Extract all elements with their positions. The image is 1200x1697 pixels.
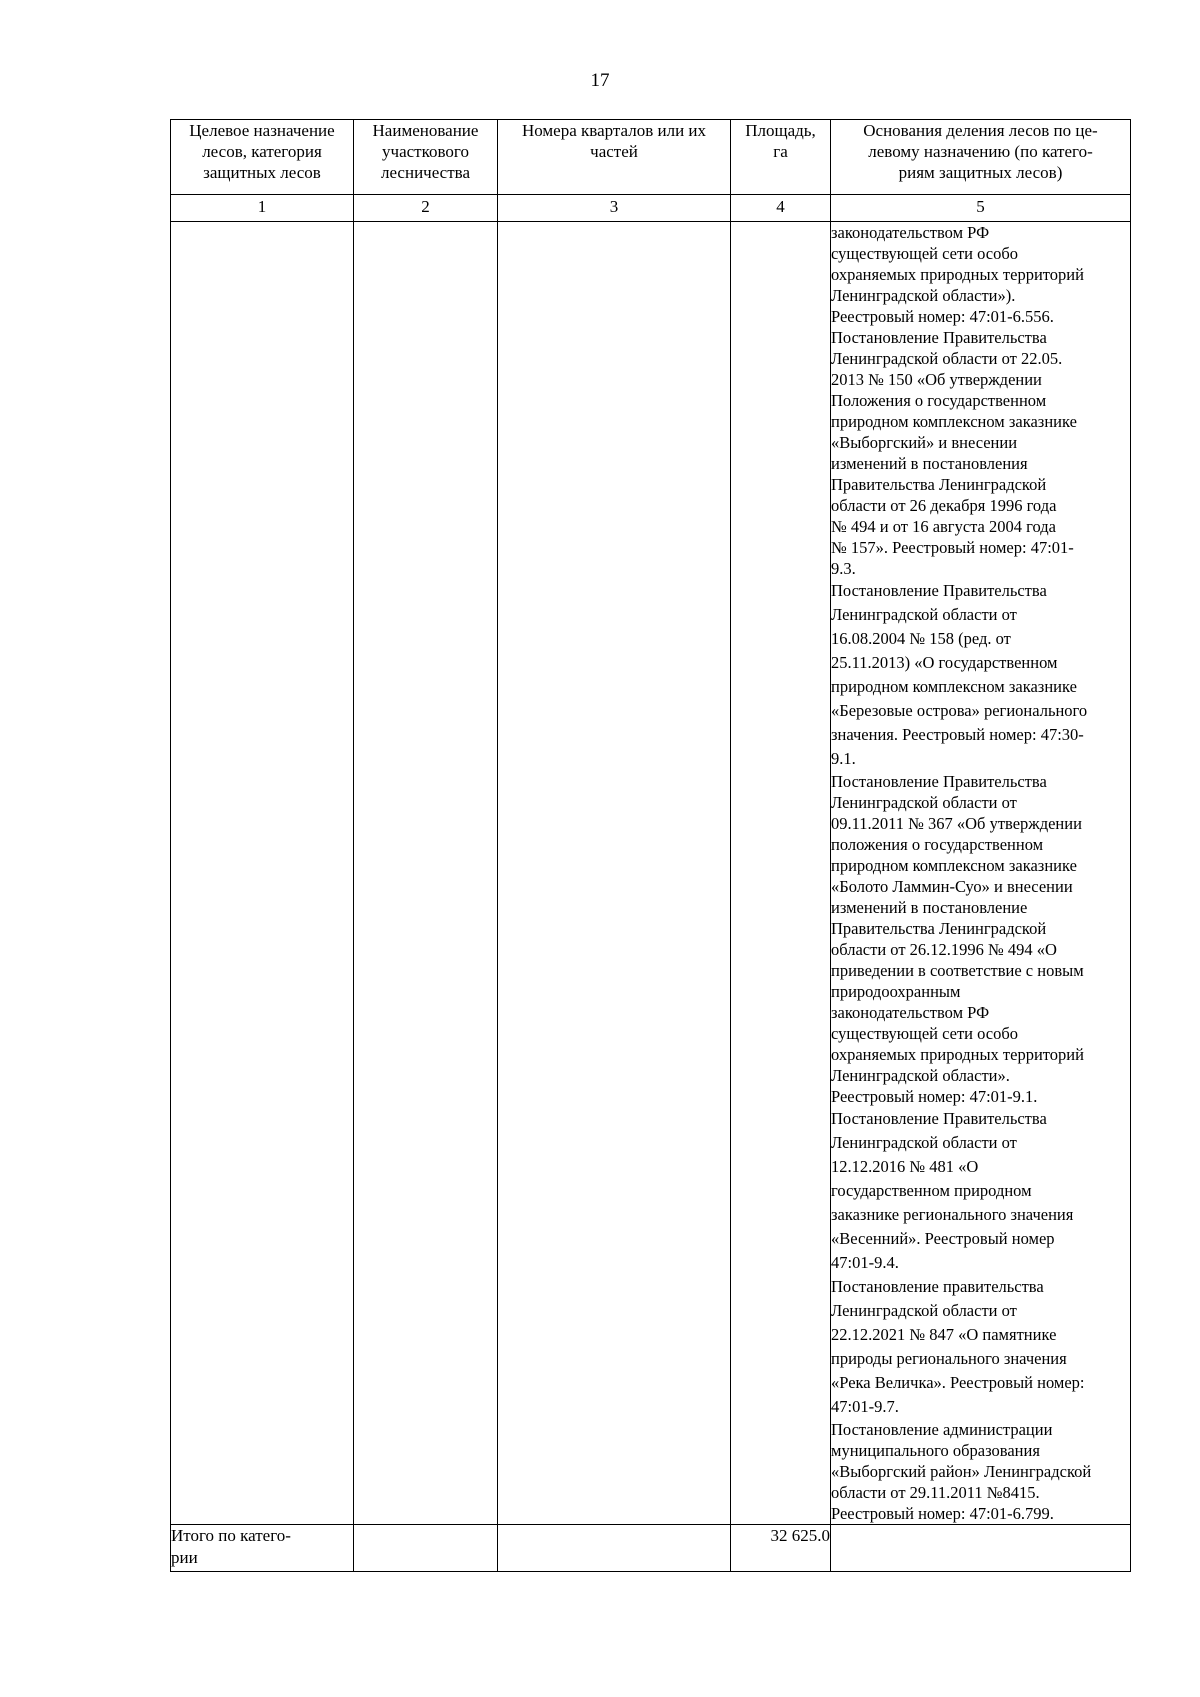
basis-line: 12.12.2016 № 481 «О <box>831 1157 979 1176</box>
total-area: 32 625.0 <box>731 1525 831 1572</box>
column-number: 4 <box>731 195 831 222</box>
basis-line: Ленинградской области от <box>831 793 1017 812</box>
basis-line: 22.12.2021 № 847 «О памятнике <box>831 1325 1057 1344</box>
forest-purpose-table <box>170 119 1131 1572</box>
basis-line: Реестровый номер: 47:01-9.1. <box>831 1087 1038 1106</box>
basis-line: 47:01-9.7. <box>831 1397 899 1416</box>
basis-line: 9.1. <box>831 749 856 768</box>
basis-line: 16.08.2004 № 158 (ред. от <box>831 629 1011 648</box>
table-row <box>171 222 1131 1525</box>
forestry-cell <box>354 222 498 1525</box>
basis-line: Ленинградской области». <box>831 1066 1010 1085</box>
basis-line: № 494 и от 16 августа 2004 года <box>831 517 1056 536</box>
basis-line: природном комплексном заказнике <box>831 412 1077 431</box>
basis-line: Ленинградской области»). <box>831 286 1016 305</box>
basis-line: Ленинградской области от <box>831 605 1017 624</box>
basis-paragraph <box>831 222 1130 327</box>
basis-paragraph <box>831 1275 1130 1419</box>
basis-line: Ленинградской области от <box>831 1301 1017 1320</box>
basis-line: охраняемых природных территорий <box>831 1045 1084 1064</box>
basis-line: области от 29.11.2011 №8415. <box>831 1483 1040 1502</box>
basis-line: природы регионального значения <box>831 1349 1067 1368</box>
basis-line: «Река Величка». Реестровый номер: <box>831 1373 1085 1392</box>
column-number: 3 <box>498 195 731 222</box>
total-basis-cell <box>831 1525 1131 1572</box>
basis-line: Реестровый номер: 47:01-6.556. <box>831 307 1054 326</box>
basis-line: заказнике регионального значения <box>831 1205 1074 1224</box>
purpose-cell <box>171 222 354 1525</box>
basis-line: Правительства Ленинградской <box>831 919 1047 938</box>
basis-line: Постановление Правительства <box>831 772 1047 791</box>
total-quarters-cell <box>498 1525 731 1572</box>
column-number-row <box>171 195 1131 222</box>
basis-line: муниципального образования <box>831 1441 1040 1460</box>
basis-line: Положения о государственном <box>831 391 1047 410</box>
basis-cell <box>831 222 1131 1525</box>
column-number: 2 <box>354 195 498 222</box>
area-cell <box>731 222 831 1525</box>
header-purpose: Целевое назначение лесов, категория защитных лесов <box>171 120 354 195</box>
basis-line: приведении в соответствие с новым <box>831 961 1084 980</box>
basis-line: существующей сети особо <box>831 244 1019 263</box>
basis-text <box>831 222 1130 1524</box>
basis-line: 09.11.2011 № 367 «Об утверждении <box>831 814 1082 833</box>
basis-paragraph <box>831 771 1130 1107</box>
page-number: 17 <box>590 70 610 91</box>
basis-line: Реестровый номер: 47:01-6.799. <box>831 1504 1054 1523</box>
header-quarters: Номера кварталов или их частей <box>498 120 731 195</box>
basis-line: Правительства Ленинградской <box>831 475 1047 494</box>
basis-line: охраняемых природных территорий <box>831 265 1084 284</box>
basis-paragraph <box>831 1107 1130 1275</box>
header-row <box>171 120 1131 195</box>
header-area: Площадь, га <box>731 120 831 195</box>
basis-line: «Выборгский» и внесении <box>831 433 1018 452</box>
basis-line: № 157». Реестровый номер: 47:01- <box>831 538 1074 557</box>
basis-line: 47:01-9.4. <box>831 1253 899 1272</box>
basis-line: Постановление Правительства <box>831 328 1047 347</box>
basis-line: Постановление Правительства <box>831 1109 1047 1128</box>
basis-line: положения о государственном <box>831 835 1044 854</box>
basis-paragraph <box>831 327 1130 579</box>
basis-line: 2013 № 150 «Об утверждении <box>831 370 1042 389</box>
basis-line: изменений в постановление <box>831 898 1028 917</box>
basis-line: природном комплексном заказнике <box>831 677 1077 696</box>
basis-line: Ленинградской области от <box>831 1133 1017 1152</box>
basis-line: 9.3. <box>831 559 856 578</box>
basis-line: значения. Реестровый номер: 47:30- <box>831 725 1084 744</box>
basis-line: изменений в постановления <box>831 454 1028 473</box>
basis-line: области от 26 декабря 1996 года <box>831 496 1057 515</box>
quarters-cell <box>498 222 731 1525</box>
basis-line: «Выборгский район» Ленинградской <box>831 1462 1092 1481</box>
total-row <box>171 1525 1131 1572</box>
header-forestry: Наименование участкового лесничества <box>354 120 498 195</box>
column-number: 1 <box>171 195 354 222</box>
basis-line: законодательством РФ <box>831 1003 990 1022</box>
basis-line: «Весенний». Реестровый номер <box>831 1229 1055 1248</box>
column-number: 5 <box>831 195 1131 222</box>
basis-line: природоохранным <box>831 982 961 1001</box>
basis-line: природном комплексном заказнике <box>831 856 1077 875</box>
basis-line: 25.11.2013) «О государственном <box>831 653 1058 672</box>
basis-paragraph <box>831 579 1130 771</box>
total-forestry-cell <box>354 1525 498 1572</box>
basis-line: «Болото Ламмин-Суо» и внесении <box>831 877 1073 896</box>
basis-line: государственном природном <box>831 1181 1032 1200</box>
basis-line: Ленинградской области от 22.05. <box>831 349 1063 368</box>
basis-line: области от 26.12.1996 № 494 «О <box>831 940 1057 959</box>
basis-line: Постановление правительства <box>831 1277 1044 1296</box>
basis-line: Постановление Правительства <box>831 581 1047 600</box>
header-basis: Основания деления лесов по це- левому назначению (по катего- риям защитных лесов) <box>831 120 1131 195</box>
basis-line: законодательством РФ <box>831 223 990 242</box>
basis-line: существующей сети особо <box>831 1024 1019 1043</box>
total-label: Итого по катего- рии <box>171 1525 354 1572</box>
basis-line: Постановление администрации <box>831 1420 1053 1439</box>
basis-line: «Березовые острова» регионального <box>831 701 1088 720</box>
basis-paragraph <box>831 1419 1130 1524</box>
